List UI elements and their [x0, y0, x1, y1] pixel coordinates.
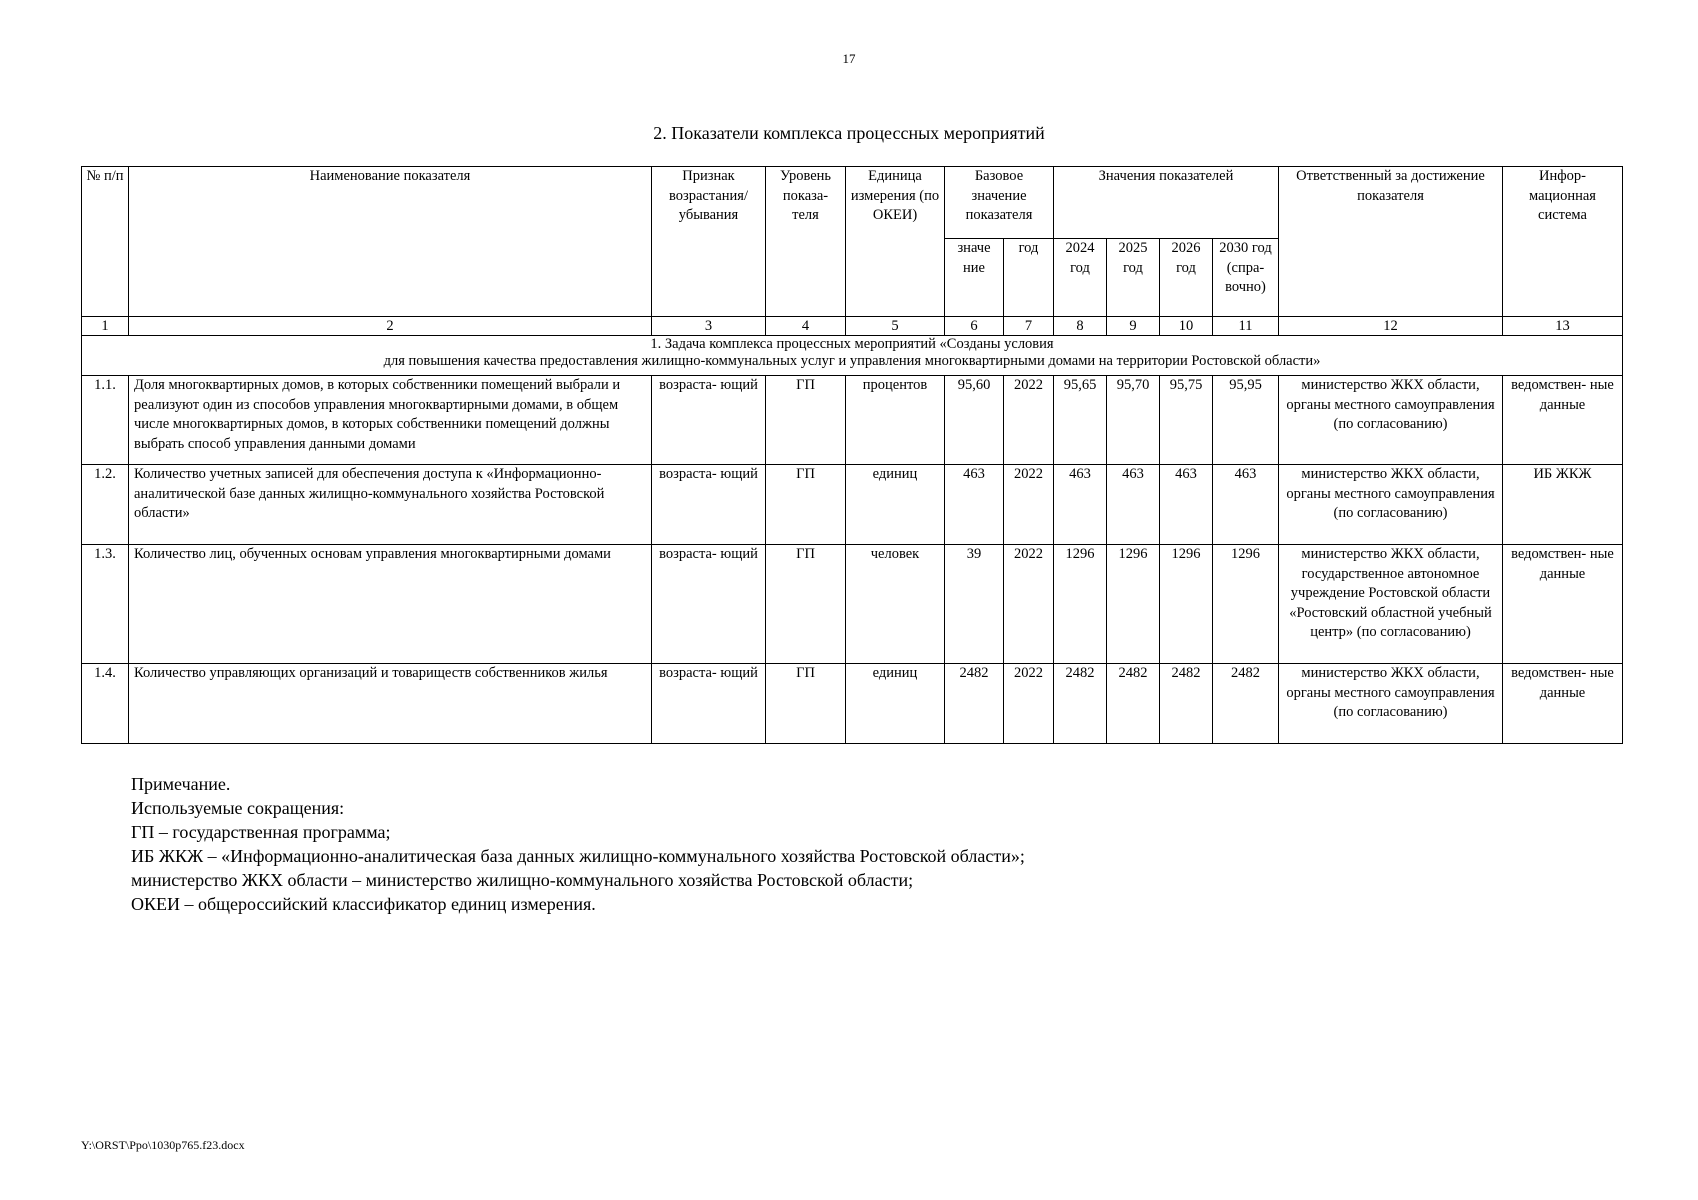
header-base: Базовое значение показателя — [945, 167, 1054, 239]
row-unit: единиц — [846, 465, 945, 545]
row-unit: процентов — [846, 376, 945, 465]
header-values: Значения показателей — [1054, 167, 1279, 239]
row-2030: 1296 — [1213, 545, 1279, 664]
header-row-1 — [82, 167, 1623, 239]
row-base-value: 463 — [945, 465, 1004, 545]
table-row — [82, 664, 1623, 744]
header-2024: 2024 год — [1054, 239, 1107, 317]
row-sign: возраста- ющий — [652, 376, 766, 465]
row-name: Количество учетных записей для обеспечения доступа к «Информационно-аналитической базе данных жилищно-коммунального хозяйства Ростовской области» — [129, 465, 652, 545]
row-level: ГП — [766, 545, 846, 664]
row-2030: 95,95 — [1213, 376, 1279, 465]
indicators-table — [81, 166, 1623, 744]
row-base-value: 2482 — [945, 664, 1004, 744]
column-number: 13 — [1503, 317, 1623, 336]
row-2024: 1296 — [1054, 545, 1107, 664]
abbreviation-item: ОКЕИ – общероссийский классификатор единиц измерения. — [131, 894, 596, 914]
row-responsible: министерство ЖКХ области, государственное автономное учреждение Ростовской области «Ростовский областной учебный центр» (по согласованию) — [1279, 545, 1503, 664]
header-name: Наименование показателя — [129, 167, 652, 317]
header-level: Уровень показа- теля — [766, 167, 846, 317]
row-name: Количество управляющих организаций и товариществ собственников жилья — [129, 664, 652, 744]
task-line-2: для повышения качества предоставления жилищно-коммунальных услуг и управления многоквартирными домами на территории Ростовской области» — [383, 353, 1321, 369]
row-unit: единиц — [846, 664, 945, 744]
row-2030: 463 — [1213, 465, 1279, 545]
row-unit: человек — [846, 545, 945, 664]
column-number: 10 — [1160, 317, 1213, 336]
row-base-value: 39 — [945, 545, 1004, 664]
header-base-year: год — [1004, 239, 1054, 317]
row-level: ГП — [766, 376, 846, 465]
row-2025: 2482 — [1107, 664, 1160, 744]
header-unit: Единица измерения (по ОКЕИ) — [846, 167, 945, 317]
row-base-value: 95,60 — [945, 376, 1004, 465]
header-sign: Признак возрастания/ убывания — [652, 167, 766, 317]
row-base-year: 2022 — [1004, 376, 1054, 465]
row-2026: 2482 — [1160, 664, 1213, 744]
row-no: 1.2. — [82, 465, 129, 545]
row-no: 1.1. — [82, 376, 129, 465]
row-level: ГП — [766, 465, 846, 545]
row-2026: 95,75 — [1160, 376, 1213, 465]
row-2026: 1296 — [1160, 545, 1213, 664]
row-2025: 95,70 — [1107, 376, 1160, 465]
row-sign: возраста- ющий — [652, 664, 766, 744]
row-2025: 463 — [1107, 465, 1160, 545]
row-2026: 463 — [1160, 465, 1213, 545]
footer-file-path: Y:\ORST\Ppo\1030p765.f23.docx — [81, 1138, 245, 1152]
row-infosys: ведомствен- ные данные — [1503, 664, 1623, 744]
row-name: Количество лиц, обученных основам управления многоквартирными домами — [129, 545, 652, 664]
row-2024: 2482 — [1054, 664, 1107, 744]
row-2024: 463 — [1054, 465, 1107, 545]
note-block — [131, 772, 1025, 916]
row-base-year: 2022 — [1004, 664, 1054, 744]
header-base-value: значе ние — [945, 239, 1004, 317]
row-sign: возраста- ющий — [652, 465, 766, 545]
column-number: 5 — [846, 317, 945, 336]
header-no: № п/п — [82, 167, 129, 317]
header-2030: 2030 год (спра- вочно) — [1213, 239, 1279, 317]
column-number: 2 — [129, 317, 652, 336]
column-number: 8 — [1054, 317, 1107, 336]
column-number: 4 — [766, 317, 846, 336]
abbreviation-item: ГП – государственная программа; — [131, 822, 391, 842]
row-no: 1.4. — [82, 664, 129, 744]
table-row — [82, 545, 1623, 664]
header-2026: 2026 год — [1160, 239, 1213, 317]
column-number: 3 — [652, 317, 766, 336]
row-base-year: 2022 — [1004, 545, 1054, 664]
section-title: 2. Показатели комплекса процессных мероприятий — [653, 123, 1045, 143]
header-responsible: Ответственный за достижение показателя — [1279, 167, 1503, 317]
row-2024: 95,65 — [1054, 376, 1107, 465]
row-responsible: министерство ЖКХ области, органы местного самоуправления (по согласованию) — [1279, 465, 1503, 545]
task-line-1: 1. Задача комплекса процессных мероприятий «Созданы условия — [650, 336, 1054, 352]
row-no: 1.3. — [82, 545, 129, 664]
task-row — [82, 336, 1623, 376]
row-infosys: ведомствен- ные данные — [1503, 545, 1623, 664]
row-2030: 2482 — [1213, 664, 1279, 744]
column-number: 12 — [1279, 317, 1503, 336]
column-number: 1 — [82, 317, 129, 336]
abbreviations-title: Используемые сокращения: — [131, 798, 345, 818]
column-number: 7 — [1004, 317, 1054, 336]
header-2025: 2025 год — [1107, 239, 1160, 317]
column-number: 11 — [1213, 317, 1279, 336]
page-number: 17 — [842, 51, 856, 66]
table-row — [82, 465, 1623, 545]
column-number: 9 — [1107, 317, 1160, 336]
abbreviation-item: министерство ЖКХ области – министерство жилищно-коммунального хозяйства Ростовской области; — [131, 870, 914, 890]
row-sign: возраста- ющий — [652, 545, 766, 664]
column-number: 6 — [945, 317, 1004, 336]
row-responsible: министерство ЖКХ области, органы местного самоуправления (по согласованию) — [1279, 664, 1503, 744]
task-cell — [82, 336, 1623, 376]
column-number-row — [82, 317, 1623, 336]
row-2025: 1296 — [1107, 545, 1160, 664]
row-level: ГП — [766, 664, 846, 744]
note-heading: Примечание. — [131, 774, 231, 794]
abbreviation-item: ИБ ЖКЖ – «Информационно-аналитическая база данных жилищно-коммунального хозяйства Ростовской области»; — [131, 846, 1025, 866]
row-infosys: ИБ ЖКЖ — [1503, 465, 1623, 545]
row-base-year: 2022 — [1004, 465, 1054, 545]
row-responsible: министерство ЖКХ области, органы местного самоуправления (по согласованию) — [1279, 376, 1503, 465]
table-row — [82, 376, 1623, 465]
row-name: Доля многоквартирных домов, в которых собственники помещений выбрали и реализуют один из способов управления многоквартирными домами, в общем числе многоквартирных домов, в которых собственники помещений должны выбрать способ управления данными домами — [129, 376, 652, 465]
row-infosys: ведомствен- ные данные — [1503, 376, 1623, 465]
header-infosys: Инфор- мационная система — [1503, 167, 1623, 317]
